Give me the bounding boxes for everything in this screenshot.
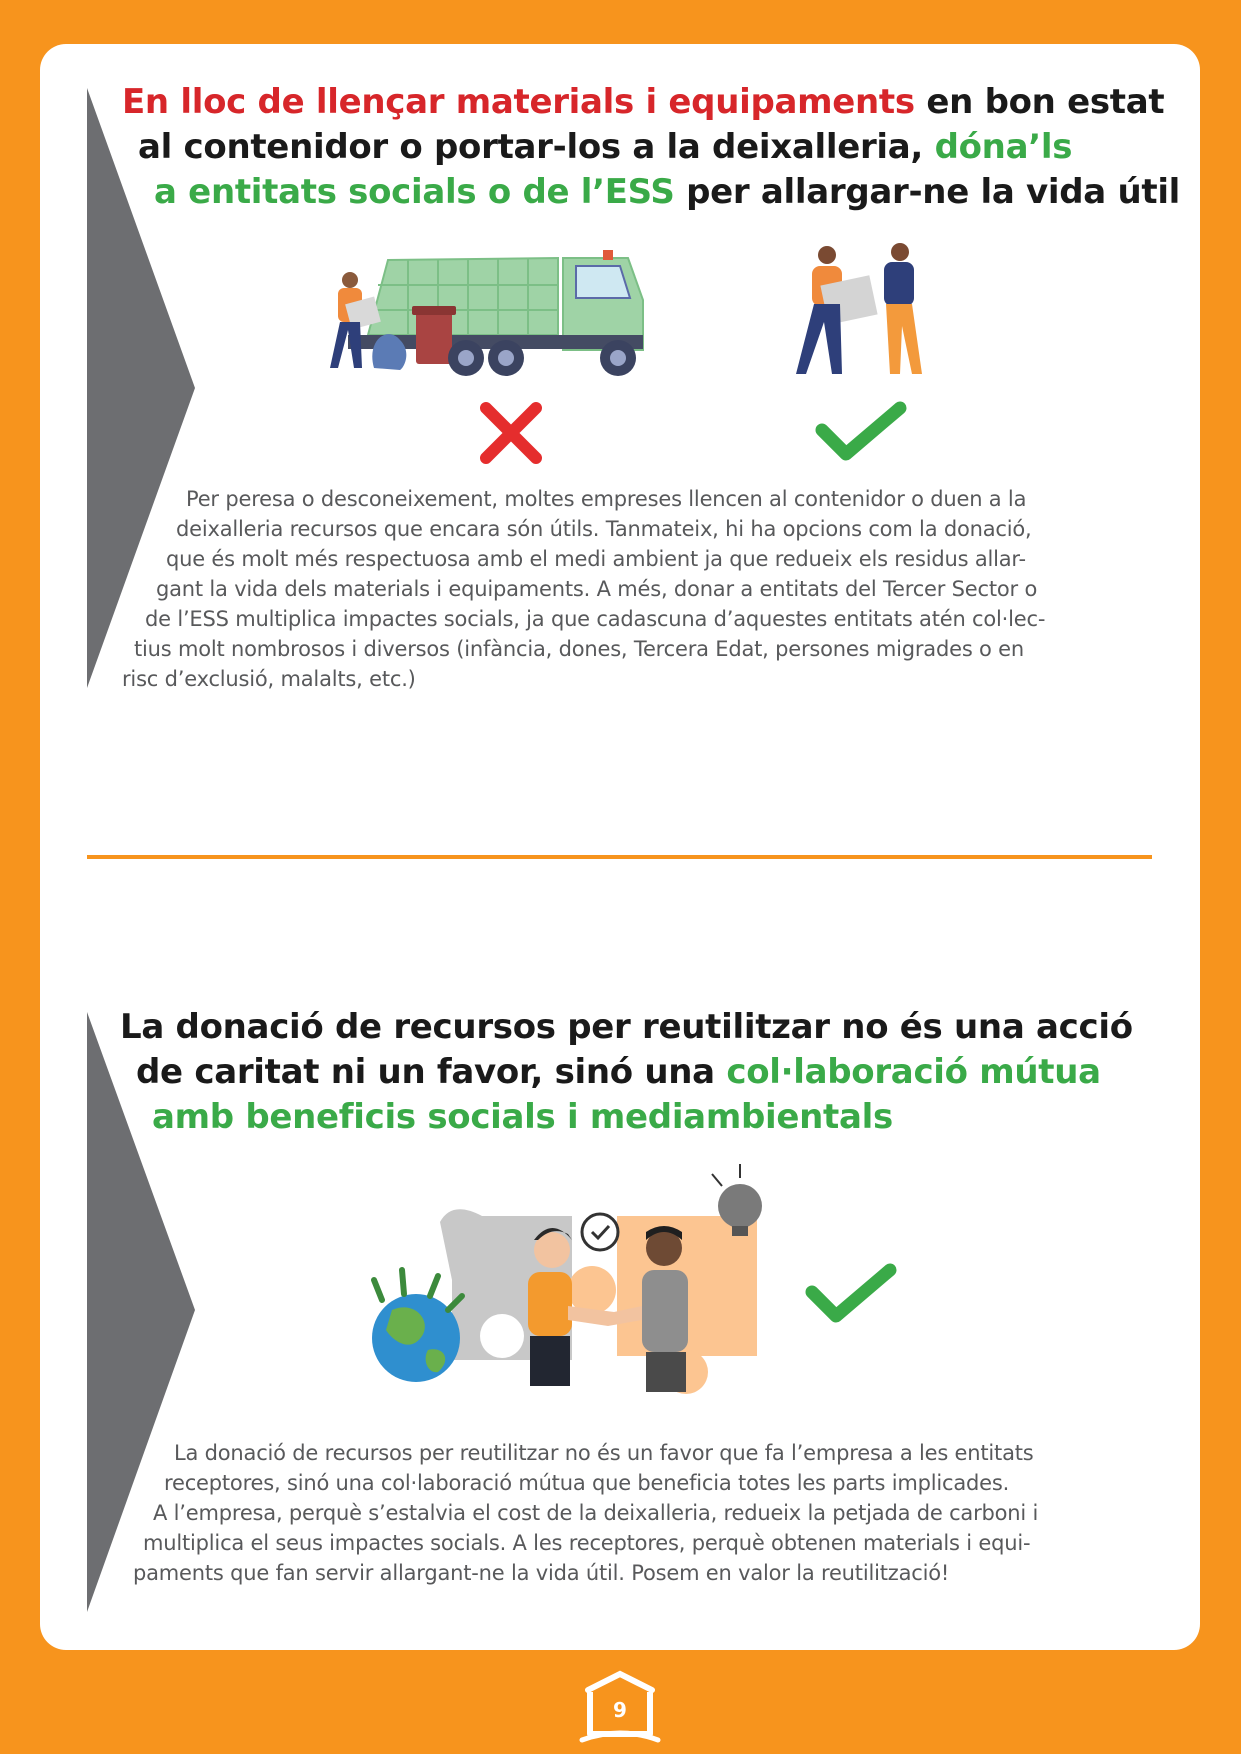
handover-illustration [772, 240, 942, 380]
page-number: 9 [613, 1698, 627, 1722]
garbage-truck-illustration [308, 240, 678, 380]
section2-body: La donació de recursos per reutilitzar no és un favor que fa l’empresa a les entitats receptores, sinó una col·laboració mútua que beneficia totes les parts implicades. A l’empresa, perquè s’estalvia el cost de la deixalleria, redueix la petjada de carboni i multiplica el seus impactes socials. A les receptores, perquè obtenen materials i equi- paments que fan servir allargant-ne la vida útil. Posem en valor la reutilització! [133, 1441, 1039, 1585]
checkmark-icon-2 [802, 1262, 902, 1328]
section1-heading: En lloc de llençar materials i equipaments en bon estat al contenidor o portar-los a la deixalleria, dóna’ls a entitats socials o de l’ESS per allargar-ne la vida útil [122, 82, 1181, 212]
section2-heading: La donació de recursos per reutilitzar no és una acció de caritat ni un favor, sinó una col·laboració mútua amb beneficis socials i mediambientals [120, 1007, 1133, 1137]
checkmark-icon [812, 400, 912, 466]
collaboration-illustration [352, 1160, 772, 1400]
page-number-badge [570, 1668, 670, 1744]
section-divider [87, 855, 1152, 859]
cross-icon [476, 400, 546, 466]
section1-body: Per peresa o desconeixement, moltes empreses llencen al contenidor o duen a la deixalleria recursos que encara són útils. Tanmateix, hi ha opcions com la donació, que és molt més respectuosa amb el medi ambient ja que redueix els residus allar- gant la vida dels materials i equipaments. A més, donar a entitats del Tercer Sector o de l’ESS multiplica impactes socials, ja que cadascuna d’aquestes entitats atén col·lec- tius molt nombrosos i diversos (infància, dones, Tercera Edat, persones migrades o en risc d’exclusió, malalts, etc.) [122, 487, 1046, 691]
